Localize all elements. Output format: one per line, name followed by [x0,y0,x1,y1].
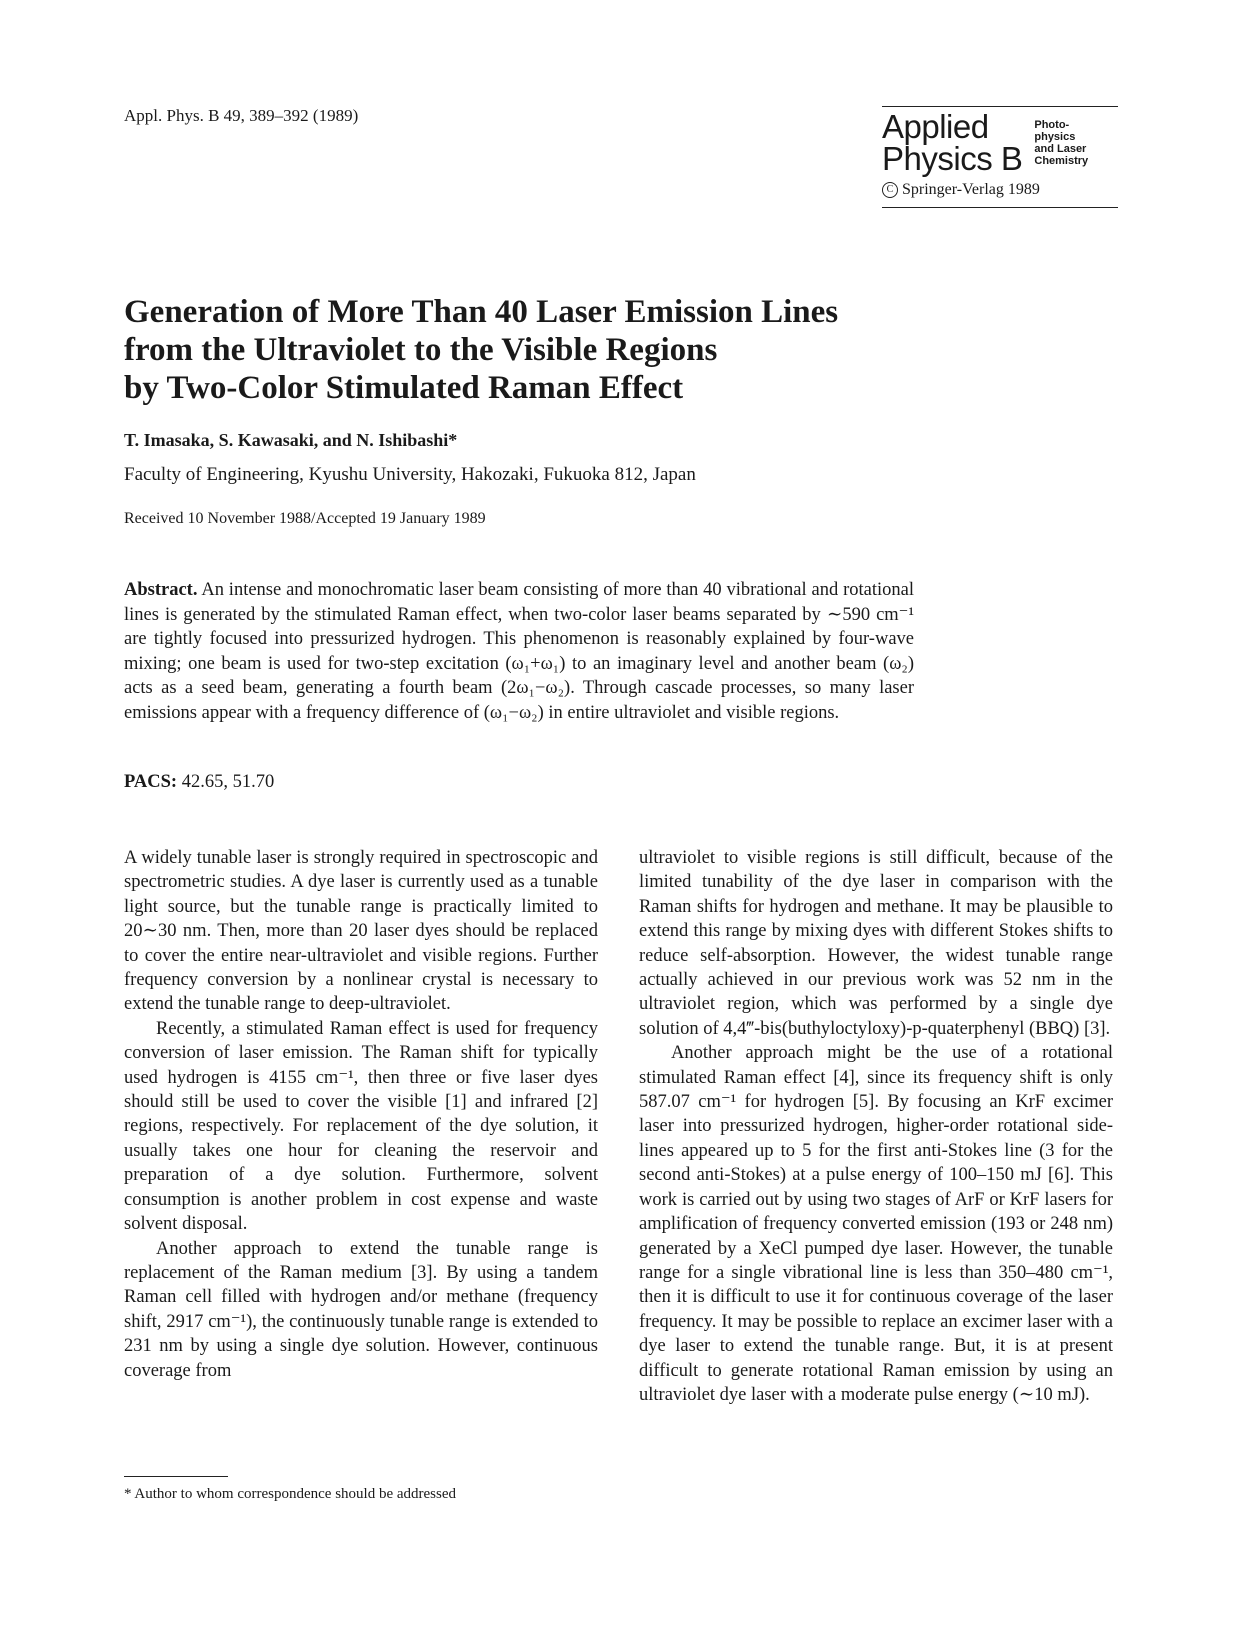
logo-side-line: Chemistry [1034,155,1089,167]
title-line: Generation of More Than 40 Laser Emission Lines [124,294,839,330]
paragraph: Another approach might be the use of a rotational stimulated Raman effect [4], since its frequency shift is only 587.07 cm⁻¹ for hydrogen [5]. By focusing an KrF excimer laser into pressurized hydrogen, higher-order rotational side-lines appeared up to 5 for the first anti-Stokes line (3 for the second anti-Stokes) at a pulse energy of 100–150 mJ [6]. This work is carried out by using two stages of ArF or KrF lasers for amplification of frequency converted emission (193 or 248 nm) generated by a XeCl pumped dye laser. However, the tunable range for a single vibrational line is less than 350–480 cm⁻¹, then it is difficult to use it for continuous coverage of the laser frequency. It may be possible to replace an excimer laser with a dye laser to extend the tunable range. But, it is at present difficult to generate rotational Raman emission by using an ultraviolet dye laser with a moderate pulse energy (∼10 mJ). [639,1043,1113,1405]
logo-side-line: physics [1034,131,1076,143]
paragraph: A widely tunable laser is strongly required in spectroscopic and spectrometric studies. A dye laser is currently used as a tunable light source, but the tunable range is practically limited to 20∼30 nm. Then, more than 20 laser dyes should be replaced to cover the entire near-ultraviolet and visible regions. Further frequency conversion by a nonlinear crystal is necessary to extend the tunable range to deep-ultraviolet. [124,848,598,1015]
footnote: * Author to whom correspondence should be addressed [124,1486,457,1502]
masthead-top-rule [882,106,1118,107]
journal-reference: Appl. Phys. B 49, 389–392 (1989) [124,106,359,125]
copyright-line [882,181,1118,199]
received-dates: Received 10 November 1988/Accepted 19 January 1989 [124,510,486,527]
affiliation: Faculty of Engineering, Kyushu University, Hakozaki, Fukuoka 812, Japan [124,464,696,485]
masthead-bottom-rule [882,207,1118,208]
pacs-values: 42.65, 51.70 [181,772,275,792]
abstract-text: An intense and monochromatic laser beam consisting of more than 40 vibrational and rotational lines is generated by the stimulated Raman effect, when two-color laser beams separated by ∼590 cm⁻¹ are tightly focused into pressurized hydrogen. This phenomenon is reasonably explained by four-wave mixing; one beam is used for two-step excitation (ω₁+ω₁) to an imaginary level and another beam (ω₂) acts as a seed beam, generating a fourth beam (2ω₁−ω₂). Through cascade processes, so many laser emissions appear with a frequency difference of (ω₁−ω₂) in entire ultraviolet and visible regions. [124,580,914,723]
paragraph: ultraviolet to visible regions is still difficult, because of the limited tunability of the dye laser in comparison with the Raman shifts for hydrogen and methane. It may be plausible to extend this range by mixing dyes with different Stokes shifts to reduce self-absorption. However, the widest tunable range actually achieved in our previous work was 52 nm in the ultraviolet region, which was performed by a single dye solution of 4,4‴-bis(buthyloctyloxy)-p-quaterphenyl (BBQ) [3]. [639,848,1113,1039]
paper-title [124,293,924,407]
paragraph: Recently, a stimulated Raman effect is used for frequency conversion of laser emission. The Raman shift for typically used hydrogen is 4155 cm⁻¹, then three or five laser dyes should still be used to cover the visible [1] and infrared [2] regions, respectively. For replacement of the dye solution, it usually takes one hour for cleaning the reservoir and preparation of a dye solution. Furthermore, solvent consumption is another problem in cost expense and waste solvent disposal. [124,1018,598,1235]
copyright-text: Springer-Verlag 1989 [902,181,1040,198]
journal-masthead [882,106,1118,208]
logo-side-line: Photo- [1034,119,1070,131]
logo-subtitle [1034,119,1088,167]
footnote-rule [124,1476,228,1477]
authors: T. Imasaka, S. Kawasaki, and N. Ishibashi* [124,430,458,450]
pacs-label: PACS: [124,772,178,792]
paragraph: Another approach to extend the tunable range is replacement of the Raman medium [3]. By using a tandem Raman cell filled with hydrogen and/or methane (frequency shift, 2917 cm⁻¹), the continuously tunable range is extended to 231 nm by using a single dye solution. However, continuous coverage from [124,1238,598,1381]
pacs [124,772,274,793]
title-line: by Two-Color Stimulated Raman Effect [124,370,684,406]
title-line: from the Ultraviolet to the Visible Regions [124,332,718,368]
journal-logo [882,108,1118,177]
copyright-icon: C [882,182,898,198]
logo-side-line: and Laser [1034,143,1087,155]
abstract [124,578,914,725]
abstract-label: Abstract. [124,580,198,600]
body-column-left [124,846,598,1383]
body-column-right [639,846,1113,1407]
logo-line-2: Physics B [882,140,1023,177]
logo-line-1: Applied [882,108,989,145]
